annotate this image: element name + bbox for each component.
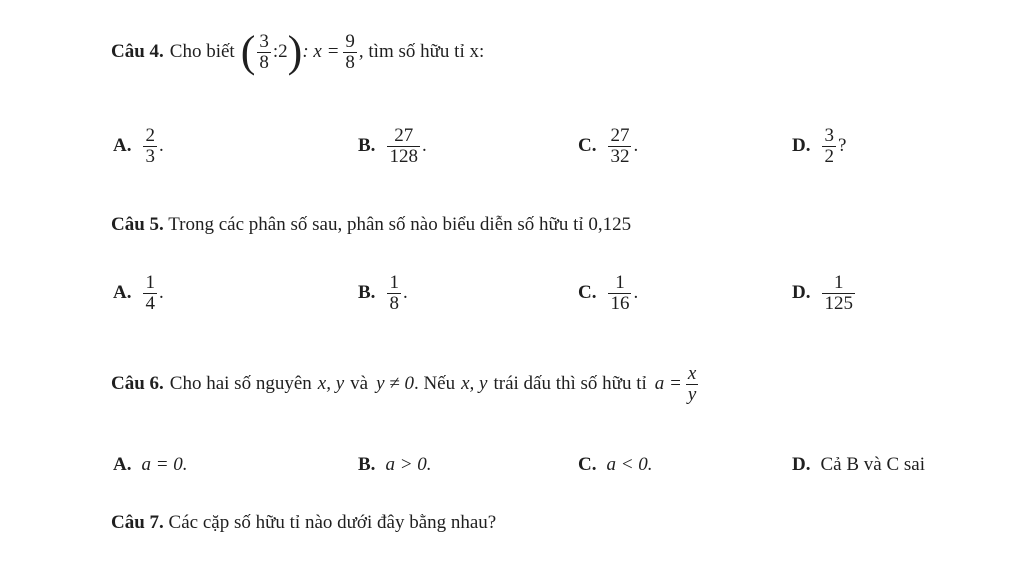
option-fraction [608,273,631,314]
option-fraction [387,126,420,167]
question-6-lhs: a = [654,373,682,395]
fraction-denominator: 128 [389,145,418,167]
option-fraction [608,126,631,167]
fraction-numerator: x [687,363,697,384]
question-6-label: Câu 6. [111,373,164,395]
option-label: C. [578,135,597,157]
option-fraction [387,273,401,314]
option-suffix: . [633,135,639,157]
option-suffix: ? [837,135,847,157]
option-suffix: . [158,135,164,157]
q6-option-c [578,454,653,476]
question-6-vars-1: x, y [317,373,345,395]
question-5-label: Câu 5. [111,214,164,235]
option-suffix: . [421,135,427,157]
question-4-label: Câu 4. [111,41,164,62]
option-text: a > 0. [385,454,432,475]
option-label: B. [358,135,376,157]
fraction-numerator: 9 [345,30,355,52]
q4-option-d [792,126,846,167]
option-label: D. [792,282,811,304]
option-label: A. [113,135,132,157]
question-6-condition: y ≠ 0 [376,373,414,395]
question-7 [111,512,496,534]
question-4-rhs-fraction [343,32,357,73]
fraction-numerator: 3 [259,30,269,52]
fraction-numerator: 27 [610,125,630,146]
open-paren: ( [240,27,256,76]
fraction-numerator: 1 [615,272,625,293]
fraction-denominator: 3 [145,145,155,167]
option-label: B. [358,454,376,475]
q4-option-b [358,126,427,167]
fraction-denominator: 8 [389,292,399,314]
question-6-vars-2: x, y [461,373,488,395]
question-7-text: Các cặp số hữu tỉ nào dưới đây bằng nhau? [168,512,497,533]
q5-option-b [358,273,408,314]
question-4-after-paren: : x = [302,41,340,62]
question-7-label: Câu 7. [111,512,164,533]
fraction-denominator: y [687,383,697,405]
fraction-numerator: 2 [145,125,155,146]
q6-option-a [113,454,188,476]
option-fraction [822,273,855,314]
option-suffix: . [402,282,408,304]
option-label: B. [358,282,376,304]
option-text: a = 0. [141,454,188,475]
question-6-fraction [686,364,698,405]
question-5 [111,214,631,236]
question-6-text-2: và [350,373,369,395]
question-4-text-before: Cho biết [169,41,235,62]
question-4 [111,27,485,76]
q6-option-d [792,454,925,476]
option-label: A. [113,282,132,304]
option-text: Cả B và C sai [820,454,925,475]
q5-option-c [578,273,638,314]
option-suffix: . [158,282,164,304]
option-label: C. [578,454,597,475]
option-label: A. [113,454,132,475]
option-fraction [143,273,157,314]
fraction-numerator: 1 [833,272,844,293]
option-fraction [143,126,157,167]
q5-option-a [113,273,164,314]
fraction-denominator: 32 [610,145,630,167]
fraction-denominator: 4 [145,292,155,314]
question-4-text-after: , tìm số hữu tỉ x: [358,41,485,62]
fraction-numerator: 1 [145,272,155,293]
question-6-text-3: . Nếu [413,373,456,395]
option-suffix: . [633,282,639,304]
fraction-denominator: 8 [259,51,269,73]
fraction-denominator: 8 [345,51,355,73]
fraction-numerator: 1 [389,272,399,293]
option-text: a < 0. [606,454,653,475]
q6-option-b [358,454,432,476]
fraction-denominator: 16 [610,292,630,314]
option-label: C. [578,282,597,304]
q4-option-a [113,126,164,167]
question-6-text-1: Cho hai số nguyên [169,373,312,395]
q5-option-d [792,273,857,314]
question-6 [111,364,700,405]
option-label: D. [792,135,811,157]
question-4-inner-rest: :2 [272,41,288,62]
close-paren: ) [287,27,303,76]
question-6-text-4: trái dấu thì số hữu tỉ [493,373,647,395]
question-5-text: Trong các phân số sau, phân số nào biểu diễn số hữu tỉ 0,125 [168,214,632,235]
option-label: D. [792,454,811,475]
fraction-denominator: 125 [824,292,853,314]
q4-option-c [578,126,638,167]
question-4-inner-fraction [257,32,271,73]
fraction-numerator: 3 [824,125,834,146]
fraction-numerator: 27 [394,125,414,146]
option-fraction [822,126,836,167]
fraction-denominator: 2 [824,145,834,167]
